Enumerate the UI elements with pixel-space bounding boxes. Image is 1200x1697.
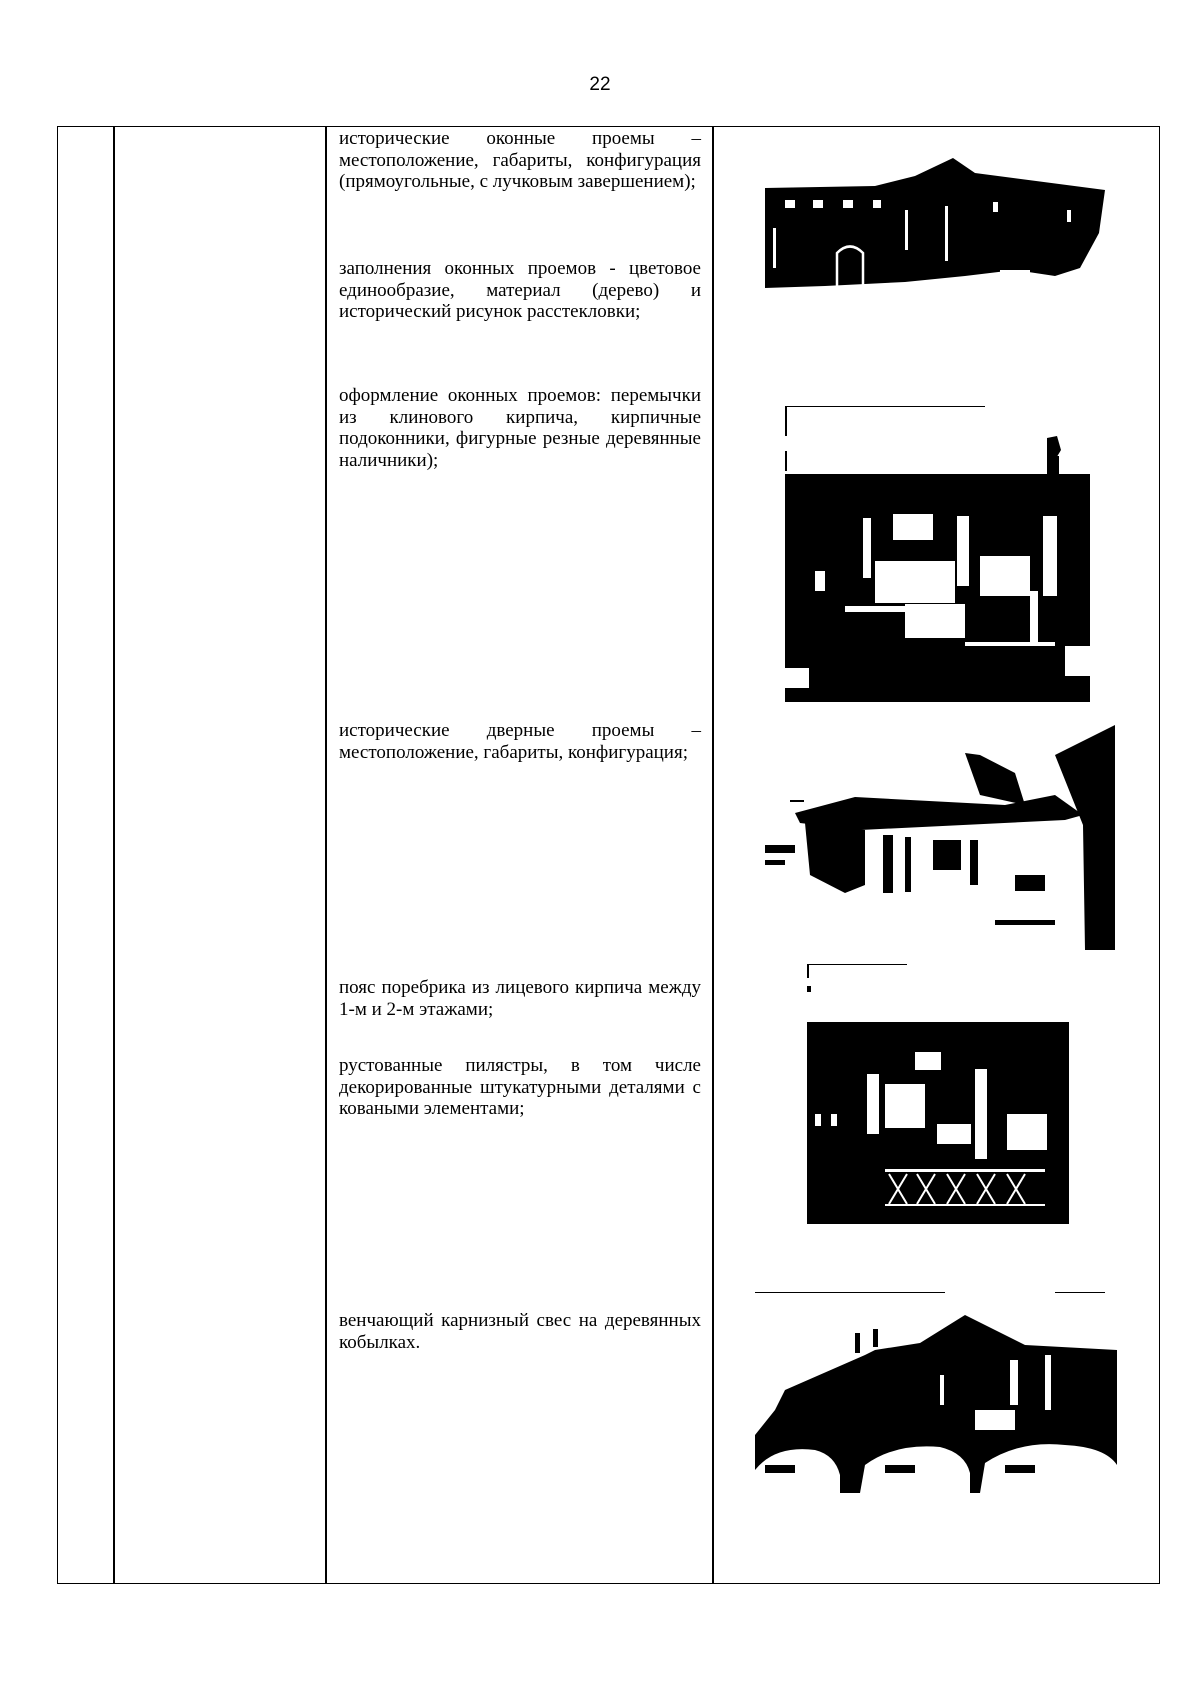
paragraph-brick-belt: пояс поребрика из лицевого кирпича между 1-м и 2-м этажами; — [339, 977, 701, 1020]
photo5-top-line-left — [755, 1292, 945, 1293]
column-divider-2 — [325, 126, 327, 1584]
photo5-top-line-right — [1055, 1292, 1105, 1293]
paragraph-window-decor: оформление оконных проемов: перемычки из клинового кирпича, кирпичные подоконники, фигурные резные деревянные наличники); — [339, 385, 701, 471]
photo-facade-windows — [765, 158, 1105, 288]
column-divider-3 — [712, 126, 714, 1584]
paragraph-pilasters: рустованные пилястры, в том числе декорированные штукатурными деталями с коваными элементами; — [339, 1055, 701, 1119]
photo-side-door-openings — [765, 725, 1115, 950]
photo-facade-window-decor — [785, 406, 1090, 702]
paragraph-window-fillings: заполнения оконных проемов - цветовое единообразие, материал (дерево) и исторический рисунок расстекловки; — [339, 258, 701, 322]
photo-facade-pilasters — [807, 964, 1069, 1224]
paragraph-door-openings: исторические дверные проемы – местоположение, габариты, конфигурация; — [339, 720, 701, 763]
column-divider-1 — [113, 126, 115, 1584]
photo-cornice-with-cars — [755, 1315, 1117, 1493]
paragraph-window-openings: исторические оконные проемы – местоположение, габариты, конфигурация (прямоугольные, с лучковым завершением); — [339, 128, 701, 192]
photo-top-edge — [730, 126, 895, 127]
paragraph-cornice: венчающий карнизный свес на деревянных кобылках. — [339, 1310, 701, 1353]
page-number: 22 — [589, 74, 611, 95]
